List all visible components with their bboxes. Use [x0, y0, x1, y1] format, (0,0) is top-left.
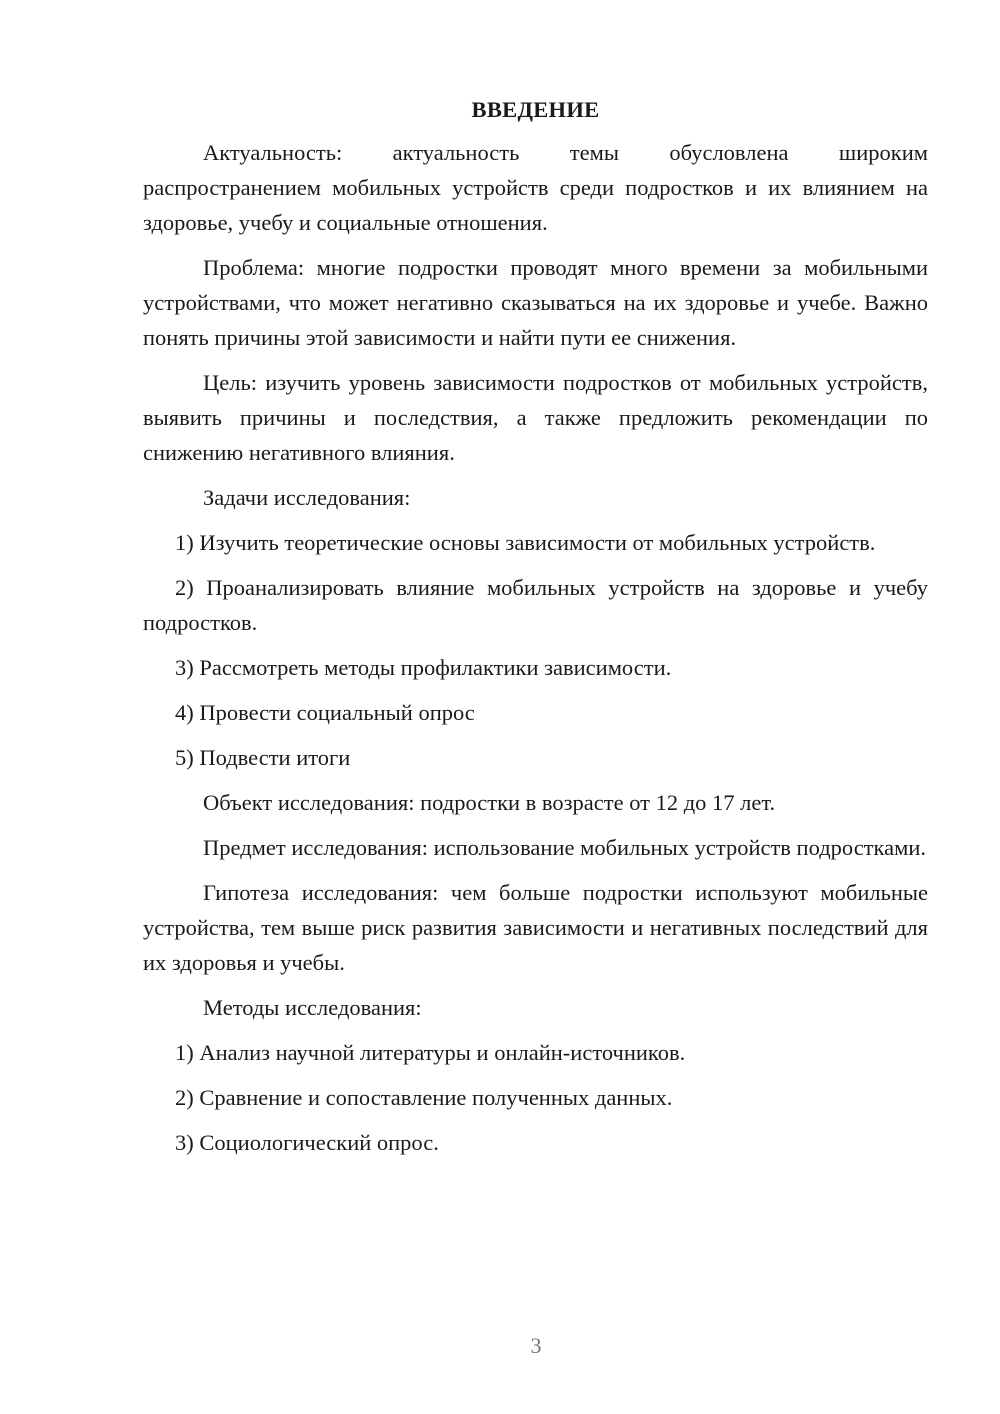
task-item-5: 5) Подвести итоги: [175, 745, 351, 770]
goal-paragraph: Цель: изучить уровень зависимости подростков от мобильных устройств, выявить причины и последствия, а также предложить рекомендации по снижению негативного влияния.: [143, 370, 928, 465]
method-item-3: 3) Социологический опрос.: [175, 1130, 439, 1155]
hypothesis-paragraph: Гипотеза исследования: чем больше подростки используют мобильные устройства, тем выше риск развития зависимости и негативных последствий для их здоровья и учебы.: [143, 880, 928, 975]
problem-paragraph: Проблема: многие подростки проводят много времени за мобильными устройствами, что может негативно сказываться на их здоровье и учебе. Важно понять причины этой зависимости и найти пути ее снижения.: [143, 255, 928, 350]
task-item-4: 4) Провести социальный опрос: [175, 700, 475, 725]
task-item-1: 1) Изучить теоретические основы зависимости от мобильных устройств.: [175, 530, 876, 555]
section-title: ВВЕДЕНИЕ: [471, 97, 600, 122]
tasks-heading: Задачи исследования:: [203, 485, 411, 510]
method-item-1: 1) Анализ научной литературы и онлайн-источников.: [175, 1040, 686, 1065]
document-page: [143, 92, 928, 1170]
task-item-2: 2) Проанализировать влияние мобильных устройств на здоровье и учебу подростков.: [143, 575, 928, 635]
page-number: 3: [530, 1333, 542, 1358]
relevance-paragraph: Актуальность: актуальность темы обусловлена широким распространением мобильных устройств среди подростков и их влиянием на здоровье, учебу и социальные отношения.: [143, 140, 928, 235]
object-paragraph: Объект исследования: подростки в возрасте от 12 до 17 лет.: [203, 790, 776, 815]
task-item-3: 3) Рассмотреть методы профилактики зависимости.: [175, 655, 672, 680]
method-item-2: 2) Сравнение и сопоставление полученных данных.: [175, 1085, 673, 1110]
methods-heading: Методы исследования:: [203, 995, 422, 1020]
subject-paragraph: Предмет исследования: использование мобильных устройств подростками.: [203, 835, 926, 860]
